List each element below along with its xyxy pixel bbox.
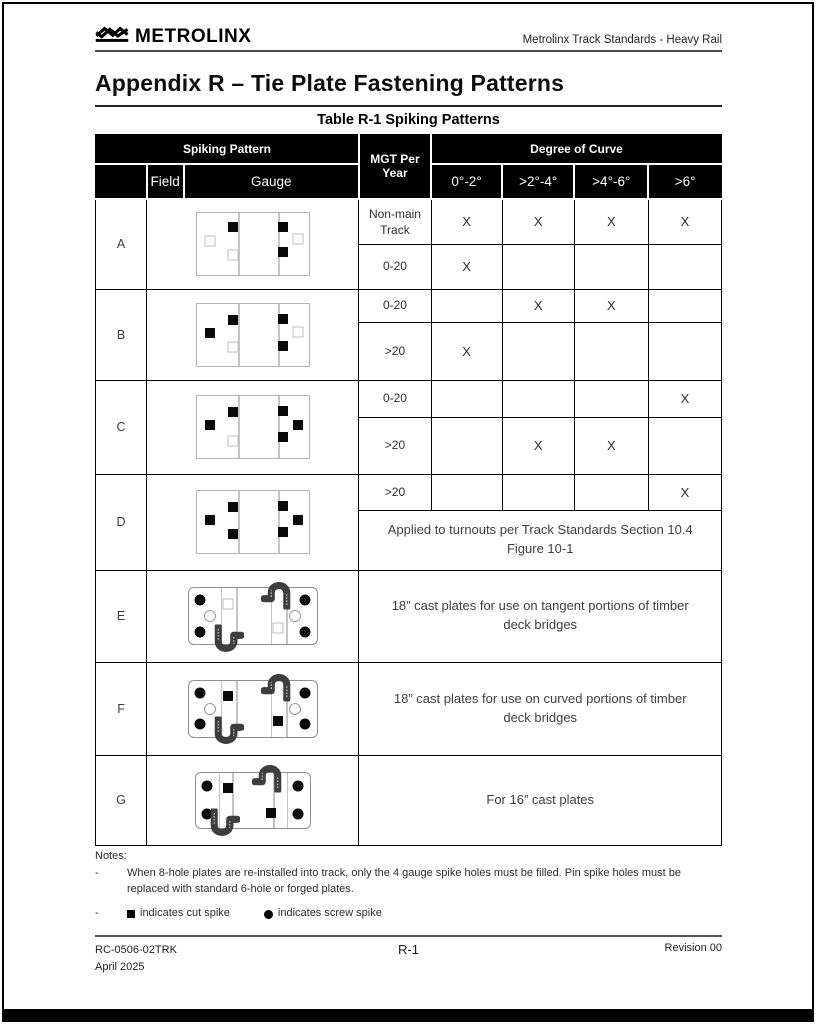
mgt-cell: 0-20 xyxy=(359,380,431,417)
curve-mark-cell: X xyxy=(502,417,574,474)
screw-spike-mark xyxy=(195,719,206,730)
tie-plate-outline xyxy=(196,212,310,276)
turnout-note-cell: Applied to turnouts per Track Standards Section 10.4 Figure 10-1 xyxy=(359,510,722,570)
cut-spike-mark xyxy=(293,420,303,430)
pattern-letter: F xyxy=(96,662,147,755)
open-hole-square xyxy=(292,327,303,338)
curve-col-header: >6° xyxy=(648,164,721,199)
pattern-letter: E xyxy=(96,570,147,662)
curve-mark-cell xyxy=(648,289,721,322)
curve-mark-cell: X xyxy=(648,474,721,510)
cut-spike-mark xyxy=(273,716,283,726)
open-hole-square xyxy=(292,234,303,245)
note-bullet: - xyxy=(95,907,99,920)
document-number: RC-0506-02TRK xyxy=(95,943,177,956)
document-date: April 2025 xyxy=(95,961,145,974)
curve-mark-cell xyxy=(431,380,502,417)
table-row xyxy=(96,289,722,322)
curve-mark-cell xyxy=(502,380,574,417)
document-header xyxy=(95,4,722,48)
open-hole-square xyxy=(227,250,238,261)
curve-mark-cell xyxy=(502,244,574,289)
revision-label: Revision 00 xyxy=(664,941,722,954)
screw-spike-mark xyxy=(202,781,213,792)
rail-clip-icon xyxy=(252,761,286,792)
curve-mark-cell xyxy=(502,474,574,510)
cut-spike-mark xyxy=(228,222,238,232)
rail-base-line xyxy=(238,491,240,553)
cut-spike-legend xyxy=(127,906,230,922)
table-row xyxy=(96,662,722,755)
cut-spike-mark xyxy=(228,407,238,417)
table-row xyxy=(96,474,722,510)
curve-mark-cell xyxy=(431,474,502,510)
cut-spike-legend-text: indicates cut spike xyxy=(140,907,230,920)
curve-mark-cell: X xyxy=(431,322,502,380)
plate-description-cell: 18” cast plates for use on curved portions of timber deck bridges xyxy=(359,662,722,755)
metrolinx-wave-icon xyxy=(95,26,129,48)
tie-plate-outline xyxy=(188,680,318,738)
table-row xyxy=(96,380,722,417)
curve-col-header: 0°-2° xyxy=(431,164,502,199)
open-hole-square xyxy=(223,598,234,609)
cut-spike-mark xyxy=(223,783,233,793)
page-footer xyxy=(95,935,722,977)
page-title: Appendix R – Tie Plate Fastening Patterns xyxy=(95,70,565,96)
cut-spike-mark xyxy=(228,529,238,539)
pattern-letter: B xyxy=(96,289,147,380)
tie-plate-outline xyxy=(195,772,311,829)
curve-mark-cell xyxy=(431,417,502,474)
table-row xyxy=(96,755,722,845)
pattern-letter: A xyxy=(96,199,147,289)
footer-divider xyxy=(95,935,722,937)
rail-clip-icon xyxy=(210,717,244,748)
document-page xyxy=(2,2,814,1022)
tie-plate-diagram-c xyxy=(147,380,359,474)
curve-mark-cell: X xyxy=(648,380,721,417)
open-hole-square xyxy=(227,435,238,446)
footer-doc-info xyxy=(95,942,304,977)
screw-spike-mark xyxy=(195,595,206,606)
tie-plate-diagram-b xyxy=(147,289,359,380)
rail-clip-icon xyxy=(206,809,240,840)
curve-mark-cell xyxy=(648,322,721,380)
open-hole-round xyxy=(289,610,301,622)
curve-mark-cell xyxy=(431,289,502,322)
mgt-cell: 0-20 xyxy=(359,244,431,289)
plate-description-cell: 18” cast plates for use on tangent portions of timber deck bridges xyxy=(359,570,722,662)
curve-col-header: >4°-6° xyxy=(574,164,648,199)
note-bullet: - xyxy=(95,867,99,880)
cut-spike-mark xyxy=(278,432,288,442)
cast-plate-diagram-g xyxy=(147,755,359,845)
cut-spike-mark xyxy=(293,515,303,525)
cut-spike-mark xyxy=(278,247,288,257)
screw-spike-mark xyxy=(300,719,311,730)
table-caption: Table R-1 Spiking Patterns xyxy=(317,111,500,128)
cut-spike-mark xyxy=(205,328,215,338)
curve-mark-cell xyxy=(574,244,648,289)
open-hole-round xyxy=(204,610,216,622)
open-hole-square xyxy=(227,341,238,352)
rail-base-line xyxy=(238,304,240,366)
curve-mark-cell xyxy=(574,474,648,510)
curve-mark-cell xyxy=(648,417,721,474)
tie-plate-diagram-d xyxy=(147,474,359,570)
legend-row xyxy=(95,906,722,922)
screw-spike-mark xyxy=(300,595,311,606)
cut-spike-mark xyxy=(278,314,288,324)
degree-of-curve-header: Degree of Curve xyxy=(431,134,721,164)
cut-spike-mark xyxy=(278,406,288,416)
cut-spike-mark xyxy=(228,315,238,325)
note-text: When 8-hole plates are re-installed into track, only the 4 gauge spike holes must be filled. Pin spike holes must be replaced with standard 6-hole or forged plates. xyxy=(127,867,681,896)
mgt-cell: 0-20 xyxy=(359,289,431,322)
rail-base-line xyxy=(287,773,289,828)
rail-clip-icon xyxy=(210,624,244,655)
open-hole-square xyxy=(205,236,216,247)
screw-spike-mark xyxy=(195,687,206,698)
pattern-letter: G xyxy=(96,755,147,845)
screw-spike-legend-text: indicates screw spike xyxy=(277,907,382,920)
rail-base-line xyxy=(238,213,240,275)
screw-spike-glyph xyxy=(264,910,273,919)
cut-spike-mark xyxy=(205,515,215,525)
cut-spike-mark xyxy=(266,808,276,818)
tie-plate-outline xyxy=(188,587,318,645)
brand-name: METROLINX xyxy=(135,26,252,47)
screw-spike-mark xyxy=(300,626,311,637)
header-divider xyxy=(95,50,722,52)
field-header: Field xyxy=(147,164,184,199)
document-reference: Metrolinx Track Standards - Heavy Rail xyxy=(522,34,722,46)
screw-spike-mark xyxy=(293,781,304,792)
tie-plate-diagram-a xyxy=(147,199,359,289)
cut-spike-glyph xyxy=(127,910,135,918)
spiking-pattern-header: Spiking Pattern xyxy=(96,134,359,164)
notes-section xyxy=(95,849,722,923)
curve-mark-cell: X xyxy=(431,199,502,244)
curve-mark-cell xyxy=(502,322,574,380)
notes-label: Notes: xyxy=(95,849,127,862)
curve-mark-cell xyxy=(574,380,648,417)
curve-mark-cell: X xyxy=(502,199,574,244)
cast-plate-diagram-e xyxy=(147,570,359,662)
screw-spike-mark xyxy=(293,808,304,819)
rail-clip-icon xyxy=(261,671,295,702)
metrolinx-logo xyxy=(95,26,251,48)
table-row xyxy=(96,199,722,244)
plate-description-cell: For 16” cast plates xyxy=(359,755,722,845)
cut-spike-mark xyxy=(228,502,238,512)
screw-spike-mark xyxy=(300,687,311,698)
curve-mark-cell: X xyxy=(431,244,502,289)
curve-mark-cell: X xyxy=(574,417,648,474)
tie-plate-outline xyxy=(196,395,310,459)
open-hole-round xyxy=(204,703,216,715)
curve-mark-cell: X xyxy=(574,289,648,322)
cut-spike-mark xyxy=(278,501,288,511)
spiking-patterns-table xyxy=(95,134,722,846)
page-content xyxy=(95,4,722,930)
open-hole-square xyxy=(273,623,284,634)
curve-mark-cell: X xyxy=(574,199,648,244)
table-header-row-1 xyxy=(96,134,722,164)
tie-plate-outline xyxy=(196,303,310,367)
title-divider xyxy=(95,105,722,107)
mgt-header: MGT Per Year xyxy=(359,134,431,199)
tie-plate-outline xyxy=(196,490,310,554)
curve-mark-cell: X xyxy=(648,199,721,244)
curve-mark-cell: X xyxy=(502,289,574,322)
cut-spike-mark xyxy=(278,222,288,232)
screw-spike-mark xyxy=(195,626,206,637)
curve-mark-cell xyxy=(574,322,648,380)
cast-plate-diagram-f xyxy=(147,662,359,755)
mgt-cell: >20 xyxy=(359,417,431,474)
screw-spike-legend xyxy=(264,906,382,922)
note-item xyxy=(95,866,722,898)
mgt-cell: >20 xyxy=(359,322,431,380)
curve-col-header: >2°-4° xyxy=(502,164,574,199)
rail-base-line xyxy=(238,396,240,458)
mgt-cell: >20 xyxy=(359,474,431,510)
cut-spike-mark xyxy=(278,341,288,351)
mgt-cell: Non-main Track xyxy=(359,199,431,244)
page-number: R-1 xyxy=(398,941,419,957)
rail-base-line xyxy=(278,304,280,366)
open-hole-round xyxy=(289,703,301,715)
cut-spike-mark xyxy=(223,691,233,701)
gauge-header: Gauge xyxy=(184,164,359,199)
cut-spike-mark xyxy=(278,527,288,537)
pattern-letter: C xyxy=(96,380,147,474)
letter-column-header xyxy=(96,164,147,199)
cut-spike-mark xyxy=(205,420,215,430)
rail-clip-icon xyxy=(261,578,295,609)
pattern-letter: D xyxy=(96,474,147,570)
table-row xyxy=(96,570,722,662)
curve-mark-cell xyxy=(648,244,721,289)
